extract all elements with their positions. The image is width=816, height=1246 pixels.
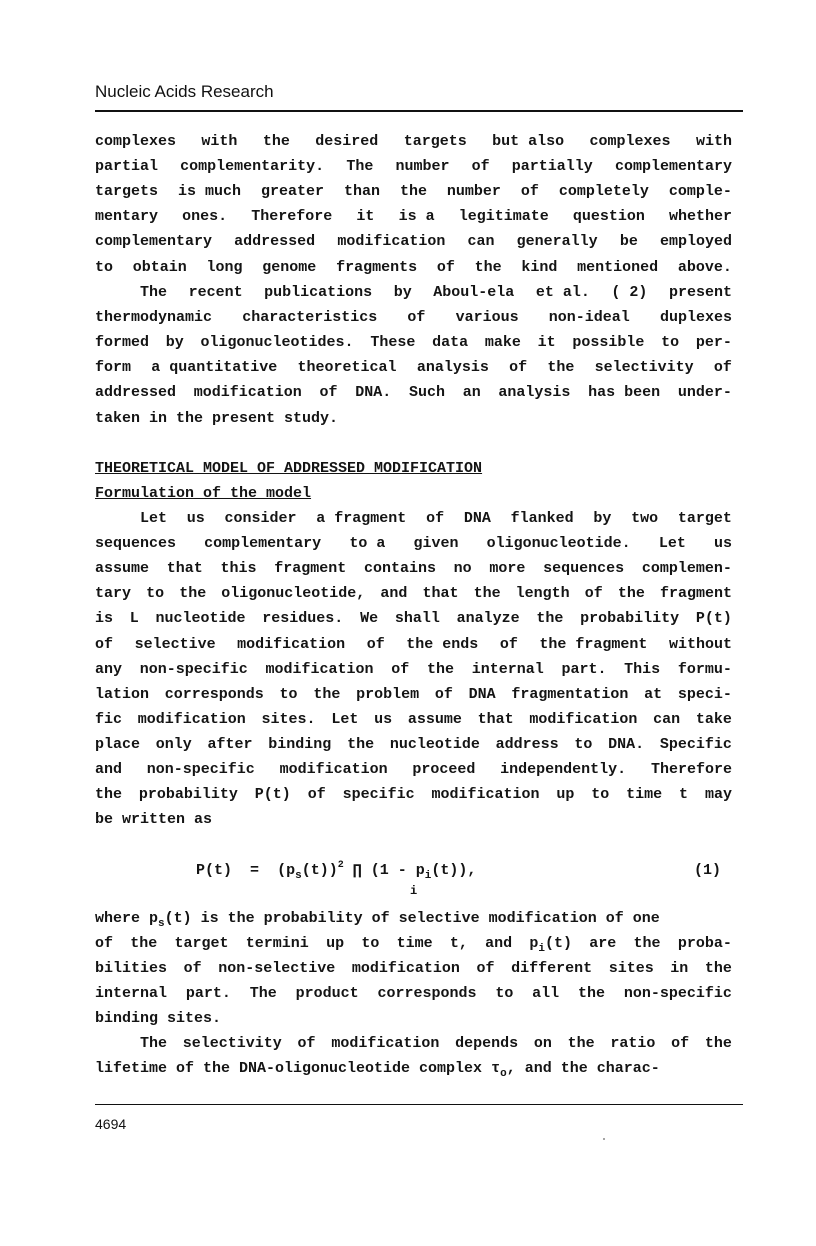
word: data: [432, 334, 469, 352]
paragraph-4-line-5: binding sites.: [95, 1010, 222, 1027]
word: any: [95, 660, 123, 678]
page-number: 4694: [95, 1116, 127, 1132]
word: the: [536, 610, 564, 628]
word: to a: [349, 535, 386, 553]
word: with: [201, 133, 238, 150]
paragraph3-line-7: [95, 661, 732, 679]
word: the: [547, 359, 575, 377]
word: DNA: [468, 685, 496, 703]
word: and: [95, 761, 123, 778]
word: residues.: [262, 610, 344, 628]
word: ones.: [182, 208, 228, 226]
word: the: [313, 685, 341, 703]
word: analysis: [498, 384, 571, 402]
word: specific: [342, 786, 415, 804]
word: thermodynamic: [95, 309, 213, 327]
word: modification: [279, 761, 388, 778]
word: contains: [363, 560, 436, 578]
word: the: [426, 660, 454, 678]
word: corresponds: [164, 685, 264, 703]
word: may: [704, 786, 732, 804]
word: modification: [193, 384, 302, 402]
word: to: [661, 334, 680, 352]
word: to: [279, 685, 298, 703]
word: sequences: [95, 535, 177, 553]
word: number: [395, 158, 450, 176]
paragraph1-line-1: [95, 133, 732, 151]
word: modification: [431, 786, 540, 804]
word: than: [343, 183, 380, 201]
word: modification: [351, 960, 460, 977]
word: ( 2): [611, 284, 648, 301]
word: sites.: [261, 710, 316, 728]
word: P(t): [695, 610, 732, 628]
word: of: [319, 384, 338, 402]
word: probability: [580, 610, 680, 628]
paragraph3-line-11: [95, 761, 732, 779]
word: no: [453, 560, 472, 578]
word: by: [593, 510, 612, 527]
word: et al.: [535, 284, 590, 301]
word: the: [399, 183, 427, 201]
word: completely: [558, 183, 649, 201]
word: genome: [262, 258, 317, 276]
word: modification: [237, 635, 346, 653]
word: selectivity: [182, 1035, 282, 1052]
word: to: [95, 258, 114, 276]
word: addressed: [234, 233, 316, 251]
paragraph2-line-3: [95, 334, 732, 352]
word: probability: [138, 786, 238, 804]
word: is a: [398, 208, 435, 226]
word: is: [95, 610, 114, 628]
word: The: [249, 985, 277, 1002]
word: selectivity: [594, 359, 694, 377]
paragraph3-line-10: [95, 736, 732, 754]
word: present: [668, 284, 732, 301]
word: independently.: [500, 761, 627, 778]
word: of: [95, 635, 114, 653]
word: place: [95, 735, 141, 753]
word: targets: [95, 183, 159, 201]
word: tary: [95, 585, 132, 603]
word: and: [380, 585, 408, 603]
footer-rule: [95, 1104, 743, 1105]
word: obtain: [132, 258, 187, 276]
word: above.: [677, 258, 732, 276]
word: be: [619, 233, 638, 251]
word: targets: [403, 133, 467, 150]
word: can: [467, 233, 495, 251]
word: the: [95, 786, 123, 804]
section-heading: THEORETICAL MODEL OF ADDRESSED MODIFICATION: [95, 460, 483, 477]
paragraph3-line-1: [95, 510, 732, 528]
word: Therefore: [251, 208, 333, 226]
word: of: [671, 1035, 690, 1052]
word: take: [695, 710, 732, 728]
word: by: [393, 284, 412, 301]
word: modification: [265, 660, 374, 678]
word: partial: [95, 158, 159, 176]
word: The: [95, 1035, 168, 1052]
word: of: [434, 685, 453, 703]
word: employed: [659, 233, 732, 251]
word: of: [366, 635, 385, 653]
word: form: [95, 359, 132, 377]
product-symbol: ∏: [352, 862, 362, 879]
word: fragments: [336, 258, 418, 276]
word: Specific: [659, 735, 732, 753]
word: DNA.: [355, 384, 392, 402]
paragraph3-line-5: [95, 610, 732, 628]
word: two: [631, 510, 659, 527]
word: the fragment: [539, 635, 648, 653]
word: to: [591, 786, 610, 804]
paragraph3-line-8: [95, 686, 732, 704]
word: the: [617, 585, 645, 603]
paragraph1-line-6: [95, 259, 732, 277]
word: Such: [408, 384, 445, 402]
word: speci-: [677, 685, 732, 703]
word: oligonucleotide.: [486, 535, 631, 553]
paragraph-4-line-3: [95, 960, 732, 978]
scan-speck: [603, 1138, 605, 1140]
word: by: [165, 334, 184, 352]
word: of: [499, 635, 518, 653]
word: internal: [471, 660, 544, 678]
word: the: [347, 735, 375, 753]
paragraph2-line-1: [95, 284, 732, 302]
word: different: [511, 960, 593, 977]
word: mentary: [95, 208, 159, 226]
word: duplexes: [659, 309, 732, 327]
word: internal: [95, 985, 168, 1002]
word: number: [446, 183, 501, 201]
word: that: [422, 585, 459, 603]
word: P(t): [254, 786, 291, 804]
word: fragment: [659, 585, 732, 603]
paragraph3-line-9: [95, 711, 732, 729]
paragraph1-line-3: [95, 183, 732, 201]
word: Let: [95, 510, 168, 527]
paragraph1-line-2: [95, 158, 732, 176]
word: sequences: [543, 560, 625, 578]
word: modification: [331, 1035, 440, 1052]
word: theoretical: [297, 359, 397, 377]
word: Therefore: [650, 761, 732, 778]
word: The: [95, 284, 168, 301]
word: of: [476, 960, 495, 977]
word: has been: [588, 384, 661, 402]
word: the: [473, 585, 501, 603]
word: flanked: [510, 510, 574, 527]
word: sites: [608, 960, 654, 977]
word: of: [520, 183, 539, 201]
word: the: [262, 133, 290, 150]
word: selective: [134, 635, 216, 653]
word: nucleotide: [389, 735, 480, 753]
word: comple-: [668, 183, 732, 201]
word: of: [509, 359, 528, 377]
paragraph2-line-5: [95, 384, 732, 402]
word: analyze: [456, 610, 520, 628]
word: depends: [455, 1035, 519, 1052]
word: kind: [521, 258, 558, 276]
word: given: [413, 535, 459, 553]
word: assume: [95, 560, 150, 578]
word: but also: [492, 133, 565, 150]
journal-title: Nucleic Acids Research: [95, 82, 274, 101]
word: lation: [95, 685, 150, 703]
word: characteristics: [242, 309, 378, 327]
word: L: [129, 610, 139, 628]
word: in: [670, 960, 689, 977]
word: it: [537, 334, 556, 352]
word: after: [207, 735, 253, 753]
equation-lhs: $P(t) = (p_s(t))^2$ ∏ $(1 - p_i(t))$,: [196, 860, 477, 882]
word: to: [495, 985, 514, 1002]
word: an: [462, 384, 481, 402]
word: oligonucleotides.: [200, 334, 354, 352]
paragraph3-line-12: [95, 786, 732, 804]
word: ratio: [610, 1035, 656, 1052]
paragraph1-line-5: [95, 233, 732, 251]
word: to: [574, 735, 593, 753]
header-rule: [95, 110, 743, 112]
word: of: [471, 158, 490, 176]
word: Aboul-ela: [433, 284, 515, 301]
word: formed: [95, 334, 150, 352]
word: shall: [394, 610, 440, 628]
paragraph-4-line-4: [95, 985, 732, 1003]
word: DNA: [463, 510, 491, 527]
word: fic: [95, 710, 123, 728]
word: bilities: [95, 960, 168, 977]
word: it: [356, 208, 375, 226]
word: addressed: [95, 384, 177, 402]
word: proceed: [412, 761, 476, 778]
paragraph2-line-2: [95, 309, 732, 327]
paragraph-4-line-1: where $p_s(t)$ is the probability of selective modification of one: [95, 910, 660, 930]
word: the: [704, 960, 732, 977]
paragraph1-line-4: [95, 208, 732, 226]
word: the: [704, 1035, 732, 1052]
word: greater: [260, 183, 324, 201]
paragraph2-line-4: [95, 359, 732, 377]
word: partially: [511, 158, 593, 176]
word: generally: [516, 233, 598, 251]
word: more: [489, 560, 526, 578]
word: recent: [188, 284, 243, 301]
word: oligonucleotide,: [221, 585, 366, 603]
word: part.: [561, 660, 607, 678]
word: various: [455, 309, 519, 327]
word: problem: [356, 685, 420, 703]
word: complemen-: [641, 560, 732, 578]
word: the ends: [406, 635, 479, 653]
word: assume: [407, 710, 462, 728]
paragraph-5-line-1: [95, 1035, 732, 1053]
word: complementarity.: [180, 158, 325, 176]
paragraph3-line-6: [95, 636, 732, 654]
word: non-specific: [146, 761, 255, 778]
paragraph-5-line-2: lifetime of the DNA-oligonucleotide complex $\tau_o$, and the charac-: [95, 1060, 660, 1080]
word: a quantitative: [151, 359, 278, 377]
word: This: [624, 660, 661, 678]
word: per-: [695, 334, 732, 352]
word: part.: [185, 985, 231, 1002]
word: the: [179, 585, 207, 603]
word: of: [307, 786, 326, 804]
word: of: [297, 1035, 316, 1052]
word: time: [626, 786, 663, 804]
word: product: [295, 985, 359, 1002]
word: formu-: [677, 660, 732, 678]
word: of: [584, 585, 603, 603]
word: of: [713, 359, 732, 377]
word: corresponds: [377, 985, 477, 1002]
word: These: [370, 334, 416, 352]
word: the: [474, 258, 502, 276]
word: consider: [224, 510, 297, 527]
word: a fragment: [316, 510, 407, 527]
word: question: [572, 208, 645, 226]
word: whether: [668, 208, 732, 226]
paragraph3-line-2: [95, 535, 732, 553]
product-index: i: [410, 884, 418, 898]
word: non-specific: [623, 985, 732, 1002]
word: analysis: [416, 359, 489, 377]
word: up: [556, 786, 575, 804]
paragraph3-line-3: [95, 560, 732, 578]
word: nucleotide: [155, 610, 246, 628]
word: length: [515, 585, 570, 603]
word: the: [578, 985, 606, 1002]
word: modification: [337, 233, 446, 251]
word: desired: [315, 133, 379, 150]
word: binding: [268, 735, 332, 753]
word: fragmentation: [511, 685, 629, 703]
word: t: [679, 786, 689, 804]
word: us: [713, 535, 732, 553]
word: long: [206, 258, 243, 276]
word: We: [360, 610, 379, 628]
word: target: [677, 510, 732, 527]
word: of: [436, 258, 455, 276]
word: complexes: [95, 133, 177, 150]
subsection-heading: Formulation of the model: [95, 485, 312, 502]
word: on: [533, 1035, 552, 1052]
word: that: [477, 710, 514, 728]
paragraph3-line-4: [95, 585, 732, 603]
word: mentioned: [577, 258, 659, 276]
word: complementary: [204, 535, 322, 553]
word: us: [186, 510, 205, 527]
word: fragment: [274, 560, 347, 578]
word: Let: [331, 710, 359, 728]
word: address: [495, 735, 559, 753]
equation-number: (1): [694, 862, 722, 879]
word: of: [391, 660, 410, 678]
word: with: [695, 133, 732, 150]
word: make: [484, 334, 521, 352]
word: Let: [658, 535, 686, 553]
word: possible: [572, 334, 645, 352]
word: complexes: [589, 133, 671, 150]
word: non-ideal: [548, 309, 630, 327]
word: DNA.: [608, 735, 645, 753]
word: at: [644, 685, 663, 703]
word: of: [426, 510, 445, 527]
word: without: [668, 635, 732, 653]
paragraph-4-line-2: of the target termini up to time t, and $p_i(t)$ are the proba-: [95, 935, 732, 955]
paragraph-3-last-line: be written as: [95, 811, 213, 828]
word: of: [183, 960, 202, 977]
word: non-specific: [139, 660, 248, 678]
word: only: [155, 735, 192, 753]
word: us: [374, 710, 393, 728]
word: all: [532, 985, 560, 1002]
word: to: [146, 585, 165, 603]
word: complementary: [614, 158, 732, 176]
word: complementary: [95, 233, 213, 251]
word: this: [220, 560, 257, 578]
word: of: [407, 309, 426, 327]
word: publications: [264, 284, 373, 301]
word: legitimate: [458, 208, 549, 226]
word: under-: [677, 384, 732, 402]
paragraph-2-last-line: taken in the present study.: [95, 410, 339, 427]
word: modification: [137, 710, 246, 728]
word: modification: [529, 710, 638, 728]
word: the: [567, 1035, 595, 1052]
word: non-selective: [218, 960, 336, 977]
word: that: [166, 560, 203, 578]
word: is much: [177, 183, 241, 201]
word: The: [346, 158, 374, 176]
word: can: [653, 710, 681, 728]
